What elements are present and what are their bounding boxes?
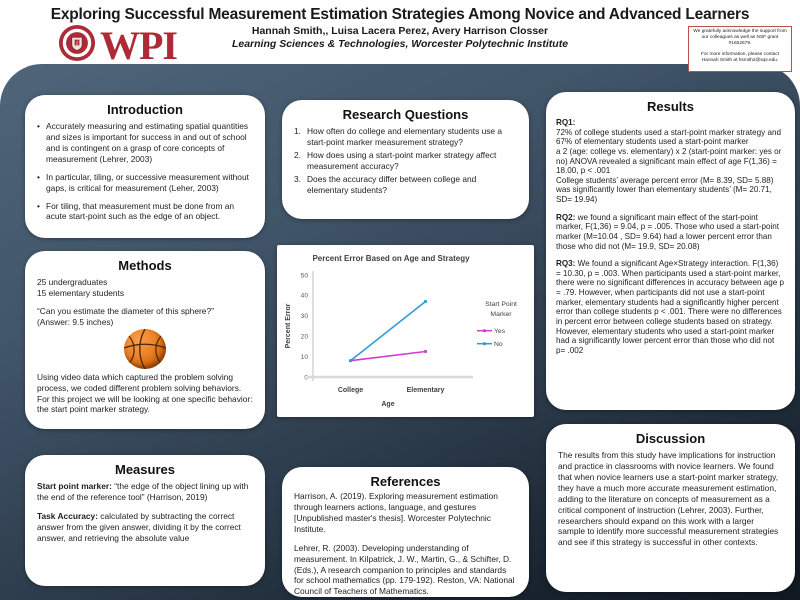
methods-question: “Can you estimate the diameter of this sphere?” [37,305,214,316]
wpi-logo [58,24,177,67]
participants-count: 25 undergraduates [37,277,108,287]
svg-text:50: 50 [300,272,308,280]
discussion-title: Discussion [635,431,706,446]
results-title: Results [647,99,694,114]
introduction-bullet: • Accurately measuring and estimating spatial quantities and sizes is important for success in and out of school and is contingent on a grasp of core concepts of measurement (Lehrer, 2003) [37,121,253,165]
methods-answer: (Answer: 9.5 inches) [37,316,114,327]
svg-text:Yes: Yes [494,328,506,335]
poster-title: Exploring Successful Measurement Estimation Strategies Among Novice and Advanced Learners [50,6,750,23]
research-question: 1. How often do college and elementary students use a start-point marker measurement strategy? [294,126,503,147]
references-title: References [370,474,441,489]
reference-entry: Lehrer, R. (2003). Developing understanding of measurement. In Kilpatrick, J. W., Martin, G., & Schifter, D. (Eds.), A research companion to principles and standards for school mathematics (pp. 179-192). Reston, VA: National Council of Teachers of Mathematics. [294,542,515,597]
research-questions-title: Research Questions [342,107,469,122]
introduction-bullet: • For tiling, that measurement must be done from an acute start-point such as the edge of an object. [37,201,253,223]
research-questions-card [282,100,529,219]
wpi-logo-text: WPI [100,22,177,68]
svg-text:Elementary: Elementary [406,387,445,394]
measures-title: Measures [115,462,175,477]
introduction-title: Introduction [107,102,183,117]
measure-definition: Task Accuracy: calculated by subtracting the correct answer from the given answer, dividing it by the correct answer, and retrieving the absolute value [37,510,241,543]
basketball-image [124,329,166,369]
svg-text:0: 0 [304,374,308,382]
svg-text:Marker: Marker [490,311,512,318]
introduction-card [25,95,265,238]
participants-count: 15 elementary students [37,287,125,298]
svg-text:10: 10 [300,353,308,361]
methods-card [25,251,265,429]
results-rq1: RQ1: 72% of college students used a start-point marker strategy and 67% of elementary students used a start-point marker a 2 (age: college vs. elementary) x 2 (start-point marker: yes or no) ANOVA revealed a significant main effect of age F(1,36) = 18.00, p < .001 College students’ average percent error (M= 8.39, SD= 5.88) was significantly lower than elementary students’ (M= 20.71, SD= 19.94) [556,118,782,204]
acknowledgment-box [688,26,792,72]
svg-text:Percent Error Based on Age and: Percent Error Based on Age and Strategy [312,254,470,263]
svg-text:College: College [337,387,364,394]
research-question: 3. Does the accuracy differ between college and elementary students? [294,173,477,195]
svg-text:2: 2 [75,41,79,47]
methods-body: Using video data which captured the problem solving process, we coded different problem solving behaviors. For this project we will be looking at one specific behavior: the start point marker strategy. [37,371,253,415]
svg-text:Age: Age [381,401,395,408]
svg-text:No: No [494,341,503,348]
percent-error-chart [277,245,534,417]
discussion-body: The results from this study have implications for instruction and practice in classrooms with novice learners. We found that when novice learners use a start-point marker strategy, they have a much more accurate measurement estimation, adding to the literature on concepts of measurement as a critical component of instruction (Lehrer, 2003). Further, researchers should expand on this work with a larger sample to identify more successful measurement strategies and see if this strategy is successful in other contexts. [558,450,779,548]
svg-text:40: 40 [300,292,308,300]
svg-text:Percent Error: Percent Error [285,303,292,349]
discussion-card [546,424,795,592]
ack-support-text: We gratefully acknowledge the support from our colleagues as well as NSF grant #1652579. [693,29,787,47]
results-card [546,92,795,410]
svg-text:Start Point: Start Point [485,301,517,308]
results-rq2: RQ2: we found a significant main effect of the start-point marker, F(1,36) = 9.04, p = .005. Those who used a start-point marker (M=10.04 , SD= 9.64) had a lower percent error than those who did not (M= 19.9, SD= 20.08) [556,212,780,251]
methods-title: Methods [118,258,172,273]
reference-entry: Harrison, A. (2019). Exploring measurement estimation through learners actions, language, and gestures [Unpublished master's thesis]. Worcester Polytechnic Institute. [294,491,498,534]
wpi-seal-icon [58,24,96,67]
references-card [282,467,529,597]
poster-header [0,0,800,96]
measure-definition: Start point marker: “the edge of the object lining up with the end of the reference tool” (Harrison, 2019) [37,481,249,502]
ack-contact-text: For more information, please contact Hannah Smith at hsmith2@wpi.edu. [700,51,780,63]
svg-text:30: 30 [300,313,308,321]
chart-card [277,245,534,417]
results-rq3: RQ3: We found a significant Age×Strategy interaction. F(1,36) = 10.30, p = .003. When participants used a start-point marker, there were no significant differences in accuracy between age p = .79. However, when participants did not use a start-point marker, elementary students had a significantly higher percent error than college students p < .001. There were no differences in percent error between college students based on strategy. However, elementary students who used a start-point marker had a significantly lower percent error than those who did not p= .002 [556,259,784,355]
affiliation-line: Learning Sciences & Technologies, Worcester Polytechnic Institute [231,38,569,50]
measures-card [25,455,265,586]
research-question: 2. How does using a start-point marker strategy affect measurement accuracy? [294,149,497,171]
svg-text:20: 20 [300,333,308,341]
authors-line: Hannah Smith,, Luisa Lacera Perez, Avery Harrison Closser [251,25,549,37]
introduction-bullet: • In particular, tiling, or successive measurement without gaps, is critical for measurement (Leher, 2003) [37,172,253,194]
